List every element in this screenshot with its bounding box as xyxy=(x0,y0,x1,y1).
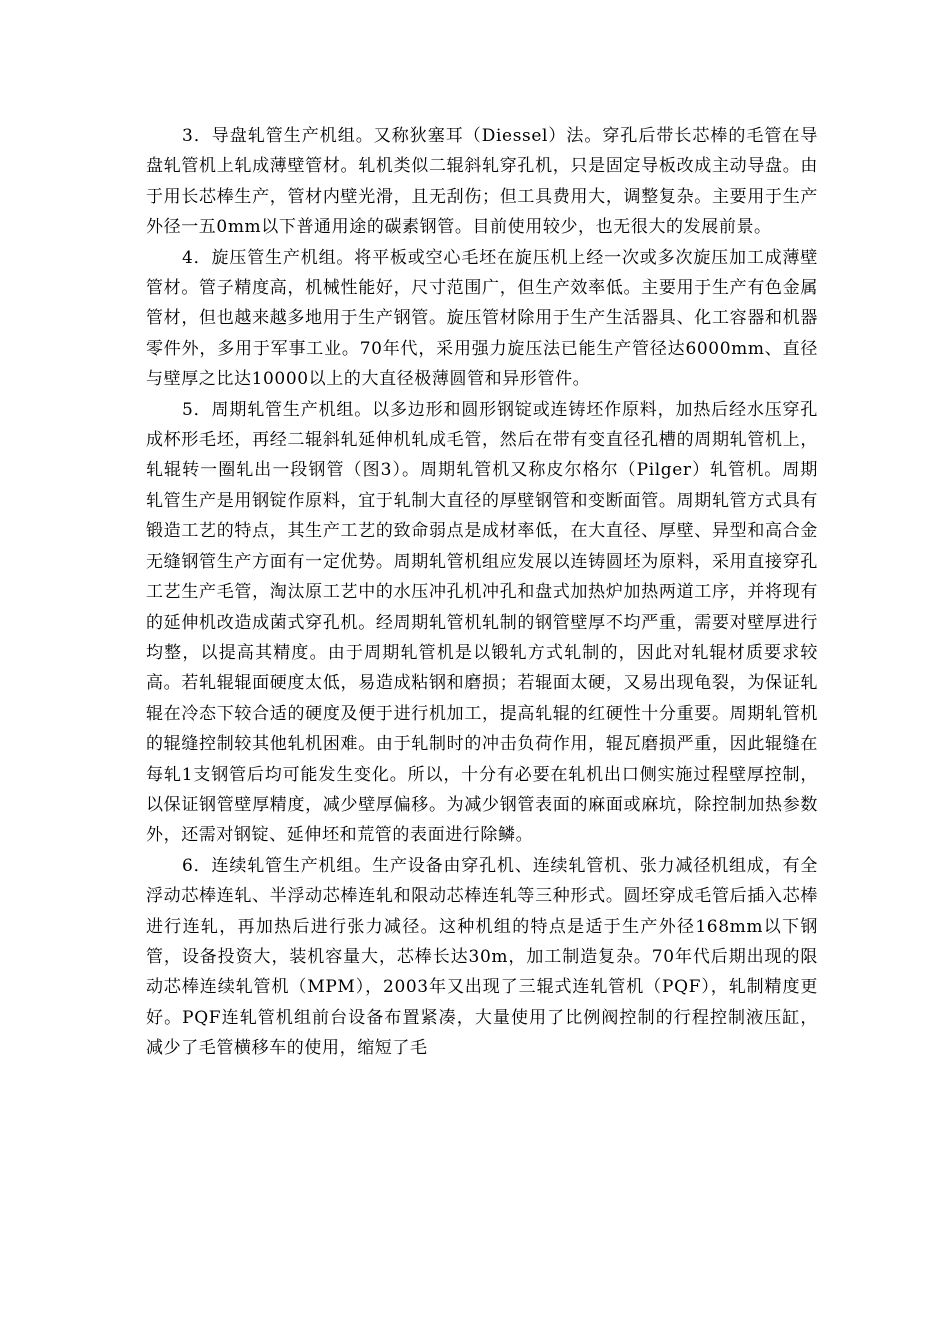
paragraph-4-spinning-mill: 4．旋压管生产机组。将平板或空心毛坯在旋压机上经一次或多次旋压加工成薄壁管材。管子精度高，机械性能好，尺寸范围广，但生产效率低。主要用于生产有色金属管材，但也越来越多地用于生产钢管。旋压管材除用于生产生活器具、化工容器和机器零件外，多用于军事工业。70年代，采用强力旋压法已能生产管径达6000mm、直径与壁厚之比达10000以上的大直径极薄圆管和异形管件。 xyxy=(146,247,818,390)
paragraph-6-continuous-mill: 6．连续轧管生产机组。生产设备由穿孔机、连续轧管机、张力减径机组成，有全浮动芯棒连轧、半浮动芯棒连轧和限动芯棒连轧等三种形式。圆坯穿成毛管后插入芯棒进行连轧，再加热后进行张力减径。这种机组的特点是适于生产外径168mm以下钢管，设备投资大，装机容量大，芯棒长达30m，加工制造复杂。70年代后期出现的限动芯棒连续轧管机（MPM），2003年又出现了三辊式连轧管机（PQF），轧制精度更好。PQF连轧管机组前台设备布置紧凑，大量使用了比例阀控制的行程控制液压缸，减少了毛管横移车的使用，缩短了毛 xyxy=(146,855,818,1059)
paragraph-5-pilger-mill: 5．周期轧管生产机组。以多边形和圆形钢锭或连铸坯作原料，加热后经水压穿孔成杯形毛坯，再经二辊斜轧延伸机轧成毛管，然后在带有变直径孔槽的周期轧管机上，轧辊转一圈轧出一段钢管（图3）。周期轧管机又称皮尔格尔（Pilger）轧管机。周期轧管生产是用钢锭作原料，宜于轧制大直径的厚壁钢管和变断面管。周期轧管方式具有锻造工艺的特点，其生产工艺的致命弱点是成材率低，在大直径、厚壁、异型和高合金无缝钢管生产方面有一定优势。周期轧管机组应发展以连铸圆坯为原料，采用直接穿孔工艺生产毛管，淘汰原工艺中的水压冲孔机冲孔和盘式加热炉加热两道工序，并将现有的延伸机改造成菌式穿孔机。经周期轧管机轧制的钢管壁厚不均严重，需要对壁厚进行均整，以提高其精度。由于周期轧管机是以锻轧方式轧制的，因此对轧辊材质要求较高。若轧辊辊面硬度太低，易造成粘钢和磨损；若辊面太硬，又易出现龟裂，为保证轧辊在冷态下较合适的硬度及便于进行机加工，提高轧辊的红硬性十分重要。周期轧管机的辊缝控制较其他轧机困难。由于轧制时的冲击负荷作用，辊瓦磨损严重，因此辊缝在每轧1支钢管后均可能发生变化。所以，十分有必要在轧机出口侧实施过程壁厚控制，以保证钢管壁厚精度，减少壁厚偏移。为减少钢管表面的麻面或麻坑，除控制加热参数外，还需对钢锭、延伸坯和荒管的表面进行除鳞。 xyxy=(146,399,818,846)
document-page xyxy=(146,121,818,1064)
paragraph-3-guide-disc-mill: 3．导盘轧管生产机组。又称狄塞耳（Diessel）法。穿孔后带长芯棒的毛管在导盘轧管机上轧成薄壁管材。轧机类似二辊斜轧穿孔机，只是固定导板改成主动导盘。由于用长芯棒生产，管材内壁光滑，且无刮伤；但工具费用大，调整复杂。主要用于生产外径一五0mm以下普通用途的碳素钢管。目前使用较少，也无很大的发展前景。 xyxy=(146,126,818,238)
